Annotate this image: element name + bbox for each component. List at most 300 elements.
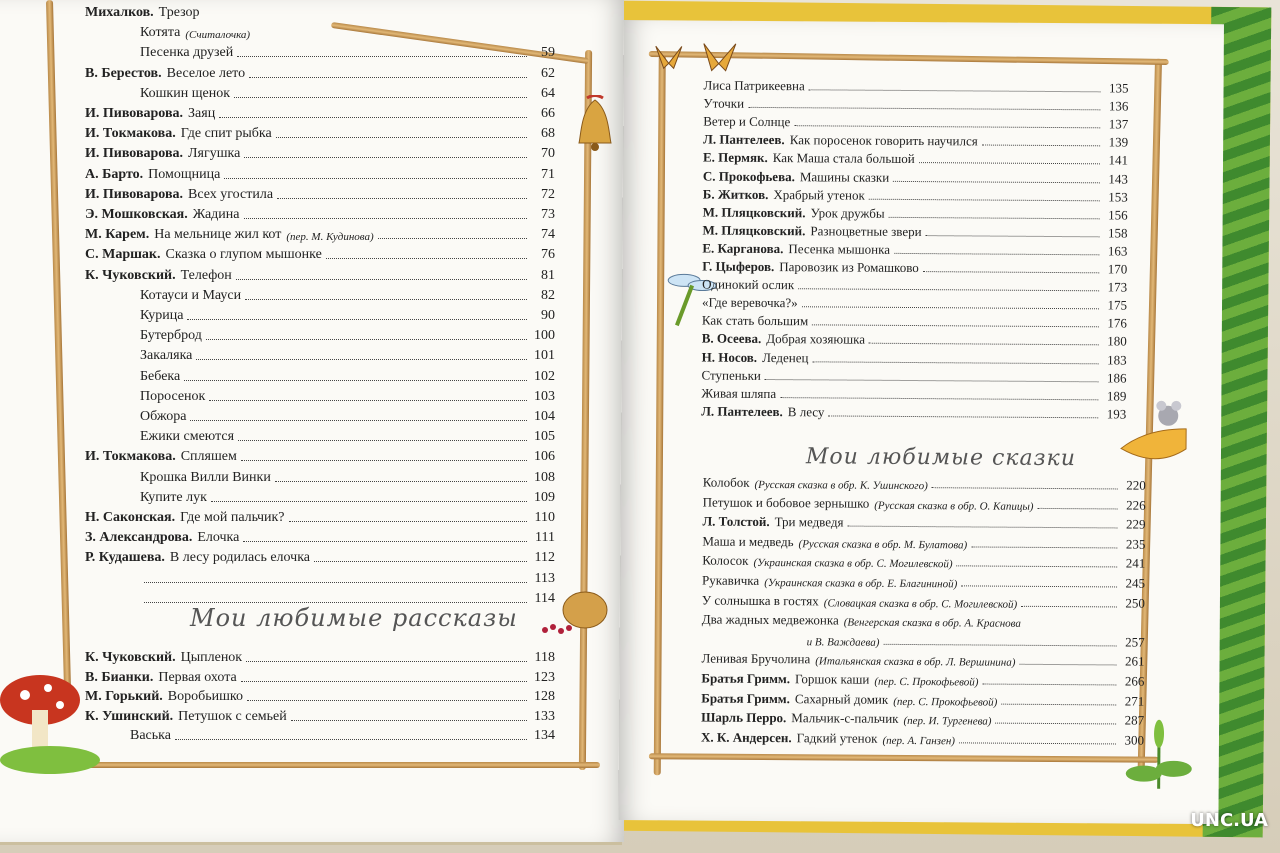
entry-author: Н. Саконская.	[85, 510, 176, 525]
leader-dots	[249, 77, 527, 78]
entry-page-number: 81	[541, 267, 555, 283]
entry-title: Как Маша стала большой	[772, 150, 915, 167]
right-page	[618, 20, 1224, 824]
leader-dots	[190, 420, 527, 421]
leader-dots	[959, 742, 1116, 744]
leader-dots	[219, 117, 527, 118]
entry-page-number: 133	[534, 708, 555, 724]
entry-author: Г. Цыферов.	[702, 258, 775, 275]
entry-author: Н. Носов.	[701, 349, 758, 365]
toc-entry	[85, 704, 555, 725]
entry-author: Шарль Перро.	[701, 709, 787, 726]
entry-page-number: 62	[541, 65, 555, 81]
entry-title: Маша и медведь	[702, 533, 794, 549]
entry-author: А. Барто.	[85, 166, 144, 182]
entry-author: Михалков.	[85, 5, 154, 20]
entry-title: Елочка	[197, 530, 240, 546]
entry-page-number: 114	[534, 590, 555, 606]
entry-title: В лесу	[787, 403, 825, 420]
toc-entry	[85, 343, 555, 364]
toc-entry	[85, 485, 555, 506]
toc-entry	[85, 81, 555, 102]
entry-note: (Итальянская сказка в обр. Л. Вершинина)	[815, 655, 1016, 670]
entry-note: (Украинская сказка в обр. С. Могилевской)	[753, 557, 953, 571]
entry-note: и В. Важдаева)	[806, 636, 880, 649]
toc-entry	[85, 444, 555, 465]
entry-title: На мельнице жил кот	[154, 227, 282, 243]
entry-title: Ленивая Бручолина	[701, 650, 811, 667]
toc-entry	[85, 242, 555, 263]
entry-note: (Венгерская сказка в обр. А. Краснова	[843, 616, 1021, 630]
leader-dots	[798, 288, 1099, 291]
entry-title: Сахарный домик	[794, 690, 889, 707]
toc-entry	[703, 149, 1128, 169]
toc-entry	[85, 0, 555, 21]
entry-author: М. Пляцковский.	[702, 204, 806, 220]
leader-dots	[765, 379, 1099, 382]
entry-page-number: 158	[1107, 225, 1128, 241]
entry-title: Машины сказки	[799, 168, 890, 185]
entry-author: В. Осеева.	[701, 330, 762, 347]
leader-dots	[291, 720, 527, 721]
entry-author: С. Маршак.	[85, 247, 161, 263]
entry-page-number: 143	[1108, 170, 1128, 187]
leader-dots	[894, 253, 1099, 255]
entry-title: Воробьишко	[167, 689, 243, 704]
entry-author: Э. Мошковская.	[85, 207, 188, 222]
entry-title: Колобок	[702, 474, 750, 490]
entry-title: Лиса Патрикеевна	[703, 77, 805, 94]
entry-note: (Словацкая сказка в обр. С. Могилевской)	[823, 597, 1018, 611]
leader-dots	[780, 397, 1098, 400]
entry-title: Трезор	[158, 5, 200, 20]
entry-title: Храбрый утенок	[773, 186, 865, 203]
toc-entry	[85, 263, 555, 284]
leader-dots	[206, 339, 527, 340]
entry-page-number: 287	[1124, 712, 1145, 728]
entry-author: Л. Толстой.	[702, 513, 770, 530]
entry-title: Телефон	[180, 267, 232, 283]
entry-page-number: 163	[1107, 243, 1128, 259]
entry-title: Песенка мышонка	[788, 241, 891, 257]
entry-title: Котауси и Мауси	[140, 287, 242, 303]
leader-dots	[276, 137, 527, 138]
leader-dots	[982, 684, 1116, 686]
bell-icon	[575, 95, 615, 155]
entry-page-number: 261	[1124, 653, 1145, 670]
entry-page-number: 110	[534, 510, 555, 525]
toc-entry	[85, 404, 555, 425]
section-title-tales: Мои любимые сказки	[805, 444, 1077, 472]
toc-entry	[85, 20, 555, 41]
entry-title: Рукавичка	[702, 572, 760, 588]
entry-page-number: 113	[534, 570, 555, 586]
toc-entry	[85, 525, 555, 546]
toc-entry	[85, 364, 555, 385]
entry-page-number: 111	[535, 530, 555, 546]
entry-page-number: 183	[1107, 351, 1127, 368]
entry-page-number: 103	[534, 388, 555, 404]
entry-page-number: 220	[1126, 477, 1146, 493]
leader-dots	[277, 198, 527, 199]
entry-title: Первая охота	[158, 669, 237, 685]
entry-page-number: 72	[541, 186, 555, 202]
entry-title: Сказка о глупом мышонке	[165, 247, 322, 263]
entry-page-number: 229	[1125, 516, 1146, 532]
toc-entry	[702, 552, 1145, 572]
toc-entry	[85, 40, 555, 61]
entry-page-number: 175	[1107, 297, 1128, 313]
entry-page-number: 76	[541, 247, 555, 263]
entry-page-number: 139	[1108, 134, 1129, 150]
leader-dots	[794, 125, 1100, 128]
entry-note: (пер. А. Ганзен)	[882, 734, 956, 748]
toc-entry	[702, 330, 1127, 350]
entry-page-number: 105	[534, 429, 555, 445]
leader-dots	[187, 319, 527, 320]
entry-note: (пер. С. Прокофьевой)	[874, 675, 979, 689]
leader-dots	[748, 107, 1100, 110]
leader-dots	[923, 271, 1099, 273]
entry-page-number: 271	[1124, 693, 1145, 709]
entry-page-number: 59	[541, 45, 555, 61]
entry-title: Закаляка	[140, 348, 193, 364]
entry-page-number: 134	[534, 728, 555, 743]
toc-entry	[85, 121, 555, 142]
entry-page-number: 118	[534, 650, 555, 665]
entry-author: Р. Кудашева.	[85, 550, 165, 566]
leader-dots	[982, 145, 1100, 147]
toc-entry	[85, 303, 555, 324]
toc-entry	[703, 95, 1128, 115]
entry-page-number: 71	[541, 166, 555, 182]
toc-entry	[702, 348, 1127, 368]
toc-entry	[702, 239, 1127, 259]
leader-dots	[244, 218, 528, 219]
entry-title: Урок дружбы	[810, 204, 885, 221]
leader-dots	[144, 582, 527, 583]
entry-author: М. Пляцковский.	[702, 222, 806, 239]
entry-page-number: 176	[1107, 315, 1127, 331]
toc-entry	[703, 113, 1128, 133]
entry-title: Поросенок	[140, 388, 206, 404]
toc-entry	[701, 689, 1144, 709]
entry-page-number: 123	[534, 669, 555, 685]
entry-page-number: 226	[1126, 497, 1146, 513]
toc-entry	[85, 684, 555, 705]
entry-page-number: 104	[534, 409, 555, 424]
toc-entry	[702, 294, 1127, 314]
entry-page-number: 90	[541, 308, 555, 323]
entry-note: (Считалочка)	[185, 29, 251, 42]
leader-dots	[926, 235, 1100, 237]
entry-title: Спляшем	[180, 449, 237, 465]
toc-entry	[703, 185, 1128, 205]
entry-page-number: 186	[1106, 369, 1127, 386]
toc-right-bottom	[700, 474, 1146, 748]
toc-entry	[85, 101, 555, 122]
entry-title: Лягушка	[188, 146, 241, 162]
entry-title: Цыпленок	[180, 650, 243, 665]
entry-author: М. Горький.	[85, 689, 163, 704]
entry-author: М. Карем.	[85, 227, 150, 243]
toc-entry	[702, 532, 1145, 552]
entry-title: Ступеньки	[701, 367, 761, 383]
watermark: UNC.UA	[1190, 810, 1268, 831]
entry-author: Б. Житков.	[702, 186, 769, 202]
entry-title: У солнышка в гостях	[701, 592, 819, 608]
toc-entry	[703, 474, 1146, 494]
toc-entry	[85, 424, 555, 445]
toc-entry	[701, 402, 1126, 422]
entry-page-number: 189	[1106, 388, 1127, 404]
entry-title: Два жадных медвежонка	[701, 611, 839, 628]
entry-page-number: 100	[534, 328, 555, 344]
entry-title: Крошка Вилли Винки	[140, 469, 271, 485]
left-page	[0, 0, 624, 842]
entry-page-number: 180	[1107, 333, 1127, 349]
toc-entry	[85, 283, 555, 304]
leader-dots	[809, 89, 1101, 92]
leader-dots	[246, 661, 527, 662]
leader-dots	[971, 546, 1117, 548]
entry-author: И. Пивоварова.	[85, 186, 184, 202]
toc-entry	[702, 630, 1145, 650]
mouse-on-cheese-icon	[1116, 393, 1197, 469]
leader-dots	[957, 566, 1118, 568]
entry-title: Обжора	[140, 409, 187, 424]
leader-dots	[812, 361, 1098, 364]
leader-dots	[209, 400, 527, 401]
entry-author: Братья Гримм.	[701, 690, 790, 706]
entry-title: Разноцветные звери	[810, 223, 922, 239]
entry-title: Где спит рыбка	[180, 126, 272, 142]
entry-page-number: 235	[1125, 536, 1146, 552]
leader-dots	[919, 162, 1100, 164]
toc-entry	[702, 312, 1127, 332]
entry-page-number: 64	[541, 85, 555, 101]
leader-dots	[243, 541, 527, 542]
entry-title: Леденец	[762, 349, 809, 365]
leader-dots	[196, 359, 527, 360]
entry-title: Ветер и Солнце	[703, 113, 791, 130]
leader-dots	[244, 157, 527, 158]
leader-dots	[234, 97, 527, 98]
toc-right-top	[701, 77, 1129, 422]
toc-entry	[701, 384, 1126, 404]
leader-dots	[245, 299, 527, 300]
toc-entry	[85, 222, 555, 243]
leader-dots	[289, 521, 527, 522]
leader-dots	[224, 178, 527, 179]
entry-page-number: 141	[1108, 152, 1129, 168]
toc-entry	[702, 591, 1145, 611]
entry-page-number: 250	[1125, 595, 1145, 611]
leader-dots	[1019, 664, 1116, 666]
leader-dots	[326, 258, 527, 259]
entry-title: В лесу родилась елочка	[169, 550, 311, 566]
entry-author: И. Токмакова.	[85, 126, 176, 142]
leader-dots	[1037, 507, 1117, 509]
entry-title: Купите лук	[140, 489, 207, 505]
leader-dots	[175, 739, 527, 740]
entry-title: Три медведя	[774, 514, 844, 530]
leader-dots	[869, 343, 1099, 346]
entry-page-number: 300	[1124, 732, 1145, 748]
entry-title: Помощница	[148, 166, 221, 182]
leader-dots	[314, 561, 527, 562]
entry-title: Ежики смеются	[140, 429, 235, 445]
entry-title: Горшок каши	[795, 671, 870, 687]
entry-page-number: 82	[541, 287, 555, 303]
entry-title: Васька	[130, 728, 171, 743]
leader-dots	[378, 238, 527, 239]
entry-page-number: 266	[1124, 673, 1145, 689]
leader-dots	[828, 415, 1098, 418]
entry-title: Где мой пальчик?	[180, 510, 285, 525]
toc-entry	[85, 202, 555, 223]
entry-author: Братья Гримм.	[701, 670, 791, 687]
entry-page-number: 66	[541, 106, 555, 121]
entry-title: Бебека	[140, 368, 181, 384]
leader-dots	[237, 56, 527, 57]
entry-page-number: 153	[1108, 188, 1128, 205]
entry-note: (Русская сказка в обр. К. Ушинского)	[754, 478, 928, 493]
entry-page-number: 112	[534, 550, 555, 566]
entry-author: Е. Пермяк.	[702, 149, 768, 166]
toc-entry	[702, 258, 1127, 278]
entry-author: К. Чуковский.	[85, 650, 176, 665]
toc-entry	[85, 465, 555, 486]
entry-note: (Русская сказка в обр. М. Булатова)	[798, 538, 968, 552]
entry-page-number: 68	[541, 126, 555, 142]
entry-page-number: 173	[1107, 279, 1128, 295]
leader-dots	[847, 526, 1117, 529]
entry-author: Х. К. Андерсен.	[700, 729, 792, 745]
entry-title: Песенка друзей	[140, 45, 234, 61]
toc-entry	[702, 276, 1127, 296]
toc-entry	[85, 723, 555, 744]
entry-title: Заяц	[188, 106, 216, 121]
entry-author: К. Ушинский.	[85, 708, 174, 724]
entry-page-number: 137	[1108, 116, 1129, 132]
leader-dots	[247, 700, 527, 701]
leader-dots	[236, 279, 527, 280]
entry-author: Л. Пантелеев.	[703, 131, 785, 148]
toc-entry	[703, 131, 1128, 151]
entry-note: (пер. И. Тургенева)	[903, 715, 992, 728]
entry-title: Как стать большим	[701, 312, 809, 329]
entry-page-number: 136	[1108, 98, 1129, 114]
entry-page-number: 74	[541, 227, 555, 243]
toc-entry	[703, 77, 1128, 97]
toc-entry	[85, 323, 555, 344]
entry-author: В. Берестов.	[85, 65, 162, 81]
entry-author: С. Прокофьева.	[702, 168, 795, 184]
leader-dots	[238, 440, 527, 441]
entry-title: Котята	[140, 25, 181, 41]
leader-dots	[961, 585, 1117, 587]
entry-page-number: 101	[534, 348, 555, 364]
leader-dots	[241, 460, 527, 461]
toc-entry	[701, 650, 1144, 670]
entry-title: Одинокий ослик	[702, 276, 795, 293]
toc-entry	[703, 203, 1128, 223]
toc-entry	[85, 665, 555, 686]
entry-page-number: 109	[534, 489, 555, 505]
section-title-stories: Мои любимые рассказы	[190, 604, 518, 632]
entry-title: Уточки	[703, 95, 745, 111]
entry-page-number: 156	[1108, 207, 1128, 223]
leader-dots	[144, 602, 527, 603]
entry-author: И. Токмакова.	[85, 449, 176, 465]
entry-page-number: 241	[1125, 555, 1146, 572]
leader-dots	[812, 325, 1099, 328]
entry-author: Е. Карганова.	[702, 240, 784, 257]
entry-title: Жадина	[192, 207, 240, 222]
entry-page-number: 70	[541, 146, 555, 162]
toc-entry	[85, 384, 555, 405]
entry-title: Мальчик-с-пальчик	[791, 710, 899, 727]
entry-page-number: 128	[534, 689, 555, 704]
toc-entry	[85, 182, 555, 203]
entry-title: Гадкий утенок	[796, 730, 878, 746]
entry-title: Кошкин щенок	[140, 85, 230, 101]
entry-page-number: 108	[534, 469, 555, 485]
leader-dots	[995, 723, 1116, 725]
entry-note: (Русская сказка в обр. О. Капицы)	[874, 499, 1034, 513]
entry-page-number: 73	[541, 207, 555, 222]
entry-author: Л. Пантелеев.	[701, 403, 783, 419]
toc-entry	[702, 221, 1127, 241]
entry-title: «Где веревочка?»	[701, 294, 798, 311]
toc-entry	[702, 513, 1145, 533]
entry-title: Курица	[140, 308, 184, 323]
toc-entry	[85, 645, 555, 666]
leader-dots	[211, 501, 527, 502]
leader-dots	[241, 681, 527, 682]
toc-entry	[85, 545, 555, 566]
entry-title: Петушок и бобовое зернышко	[702, 494, 870, 511]
toc-entry	[701, 670, 1144, 690]
entry-author: В. Бианки.	[85, 669, 154, 685]
entry-author: З. Александрова.	[85, 530, 193, 546]
leader-dots	[889, 217, 1100, 219]
entry-page-number: 102	[534, 368, 555, 384]
entry-note: (пер. С. Прокофьевой)	[893, 695, 998, 709]
entry-title: Живая шляпа	[701, 385, 777, 401]
toc-entry	[85, 61, 555, 82]
entry-page-number: 135	[1108, 80, 1129, 96]
leader-dots	[802, 306, 1099, 309]
leader-dots	[883, 644, 1116, 647]
leader-dots	[932, 487, 1118, 489]
toc-entry	[85, 162, 555, 183]
entry-title: Петушок с семьей	[178, 708, 287, 724]
entry-author: И. Пивоварова.	[85, 146, 184, 162]
toc-entry	[703, 167, 1128, 187]
entry-author: И. Пивоварова.	[85, 106, 184, 121]
leader-dots	[893, 180, 1100, 182]
toc-entry	[702, 572, 1145, 592]
entry-page-number: 245	[1125, 575, 1146, 591]
toc-entry	[701, 366, 1126, 386]
entry-title: Добрая хозяюшка	[766, 331, 866, 348]
entry-title: Всех угостила	[188, 186, 274, 202]
entry-page-number: 106	[534, 449, 555, 465]
entry-title: Бутерброд	[140, 328, 202, 344]
leader-dots	[184, 380, 527, 381]
